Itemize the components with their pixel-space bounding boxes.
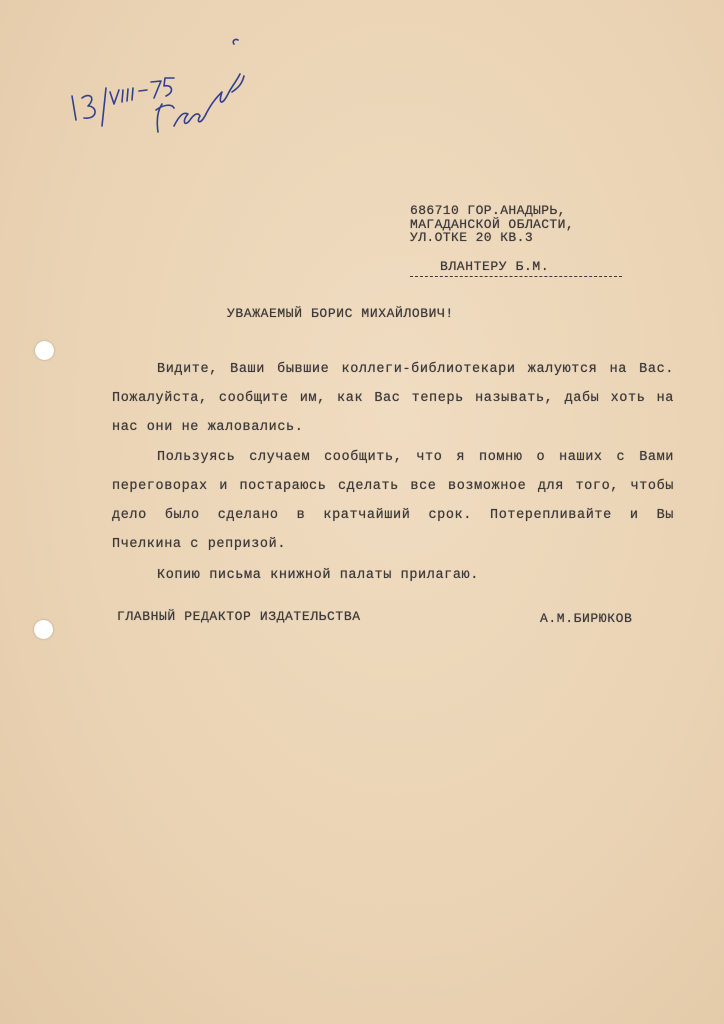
recipient-name: ВЛАНТЕРУ Б.М. [410,259,622,277]
signatory-title: ГЛАВНЫЙ РЕДАКТОР ИЗДАТЕЛЬСТВА [117,609,361,624]
paragraph [112,443,674,559]
recipient-address [410,204,620,245]
handwritten-date-signature [62,34,252,144]
address-line: 686710 ГОР.АНАДЫРЬ, [410,203,566,218]
punch-hole-top [35,341,54,360]
paragraph-text: Видите, Ваши бывшие коллеги-библиотекари жалуются на Вас. Пожалуйста, сообщите им, как Вас теперь называть, дабы хоть на нас они не жаловались. [112,362,674,435]
punch-hole-bottom [34,620,53,639]
paragraph-text: Копию письма книжной палаты прилагаю. [157,568,479,583]
salutation: УВАЖАЕМЫЙ БОРИС МИХАЙЛОВИЧ! [227,306,454,321]
paragraph [112,561,674,590]
signatory-name: А.М.БИРЮКОВ [540,611,633,626]
paragraph [112,355,674,442]
paragraph-text: Пользуясь случаем сообщить, что я помню о наших с Вами переговорах и постараюсь сделать все возможное для того, чтобы дело было сделано в кратчайший срок. Потерепливайте и Вы Пчелкина с репризой. [112,450,674,552]
address-line: МАГАДАНСКОЙ ОБЛАСТИ, [410,216,575,232]
address-line: УЛ.ОТКЕ 20 КВ.3 [410,230,534,245]
